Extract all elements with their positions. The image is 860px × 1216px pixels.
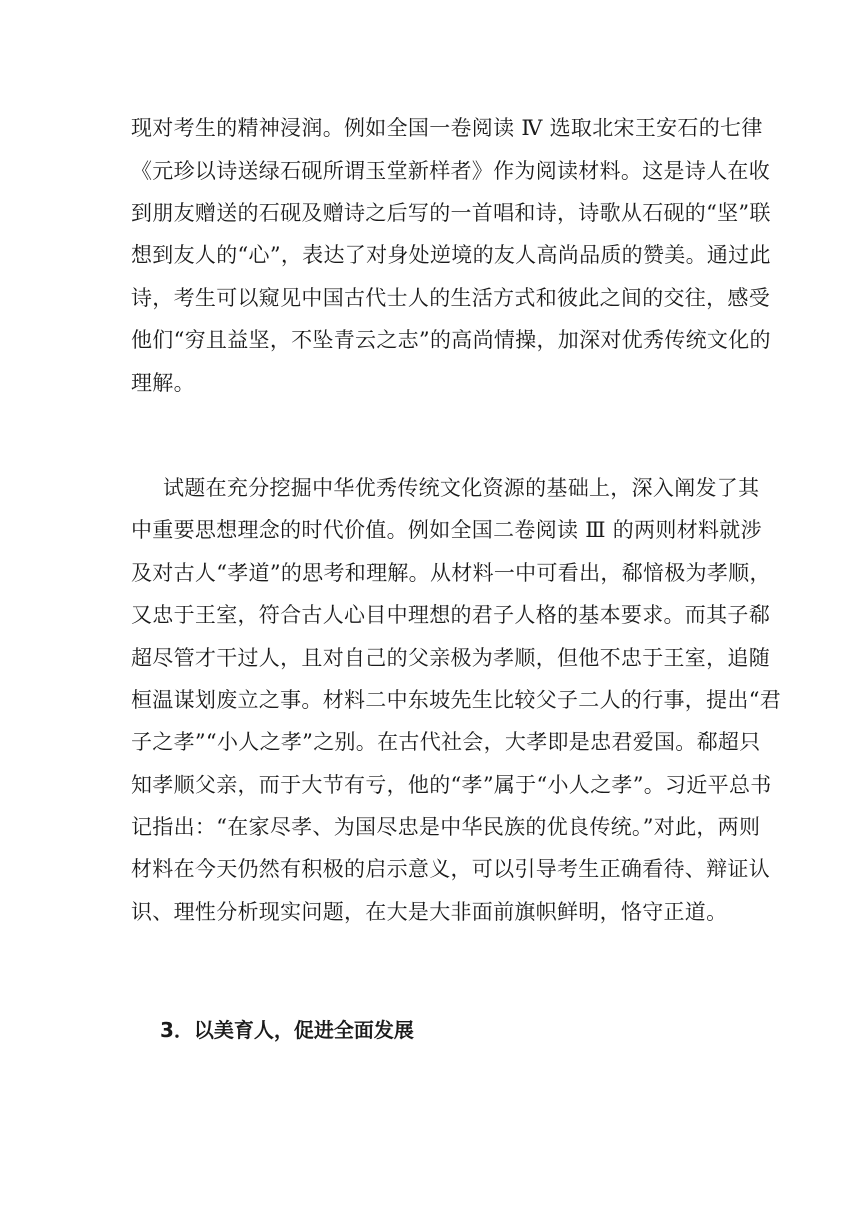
paragraph-2-line-2: 中重要思想理念的时代价值。例如全国二卷阅读 Ⅲ 的两则材料就涉 <box>131 518 762 542</box>
paragraph-1-line-6: 他们“穷且益坚，不坠青云之志”的高尚情操，加深对优秀传统文化的 <box>131 328 771 352</box>
paragraph-1-line-3: 到朋友赠送的石砚及赠诗之后写的一首唱和诗，诗歌从石砚的“坚”联 <box>131 201 771 225</box>
paragraph-2-line-7: 子之孝”“小人之孝”之别。在古代社会，大孝即是忠君爱国。郗超只 <box>131 730 761 754</box>
paragraph-1-line-4: 想到友人的“心”，表达了对身处逆境的友人高尚品质的赞美。通过此 <box>131 243 771 267</box>
paragraph-2-line-5: 超尽管才干过人，且对自己的父亲极为孝顺，但他不忠于王室，追随 <box>131 646 770 670</box>
paragraph-1-line-1: 现对考生的精神浸润。例如全国一卷阅读 Ⅳ 选取北宋王安石的七律 <box>131 116 763 140</box>
paragraph-2-line-9: 记指出：“在家尽孝、为国尽忠是中华民族的优良传统。”对此，两则 <box>131 815 761 839</box>
paragraph-2-line-8: 知孝顺父亲，而于大节有亏，他的“孝”属于“小人之孝”。习近平总书 <box>131 773 772 797</box>
paragraph-2-line-10: 材料在今天仍然有积极的启示意义，可以引导考生正确看待、辩证认 <box>131 857 770 881</box>
paragraph-2-line-4: 又忠于王室，符合古人心目中理想的君子人格的基本要求。而其子郗 <box>131 603 770 627</box>
paragraph-1-line-5: 诗，考生可以窥见中国古代士人的生活方式和彼此之间的交往，感受 <box>131 286 770 310</box>
section-heading: 3．以美育人，促进全面发展 <box>160 1018 414 1042</box>
paragraph-2-line-6: 桓温谋划废立之事。材料二中东坡先生比较父子二人的行事，提出“君 <box>131 688 782 712</box>
paragraph-1-line-2: 《元珍以诗送绿石砚所谓玉堂新样者》作为阅读材料。这是诗人在收 <box>131 159 770 183</box>
paragraph-2-line-1: 试题在充分挖掘中华优秀传统文化资源的基础上，深入阐发了其 <box>163 476 760 500</box>
paragraph-1-line-7: 理解。 <box>131 371 195 395</box>
paragraph-2-line-11: 识、理性分析现实问题，在大是大非面前旗帜鲜明，恪守正道。 <box>131 900 728 924</box>
paragraph-2-line-3: 及对古人“孝道”的思考和理解。从材料一中可看出，郗愔极为孝顺， <box>131 561 771 585</box>
